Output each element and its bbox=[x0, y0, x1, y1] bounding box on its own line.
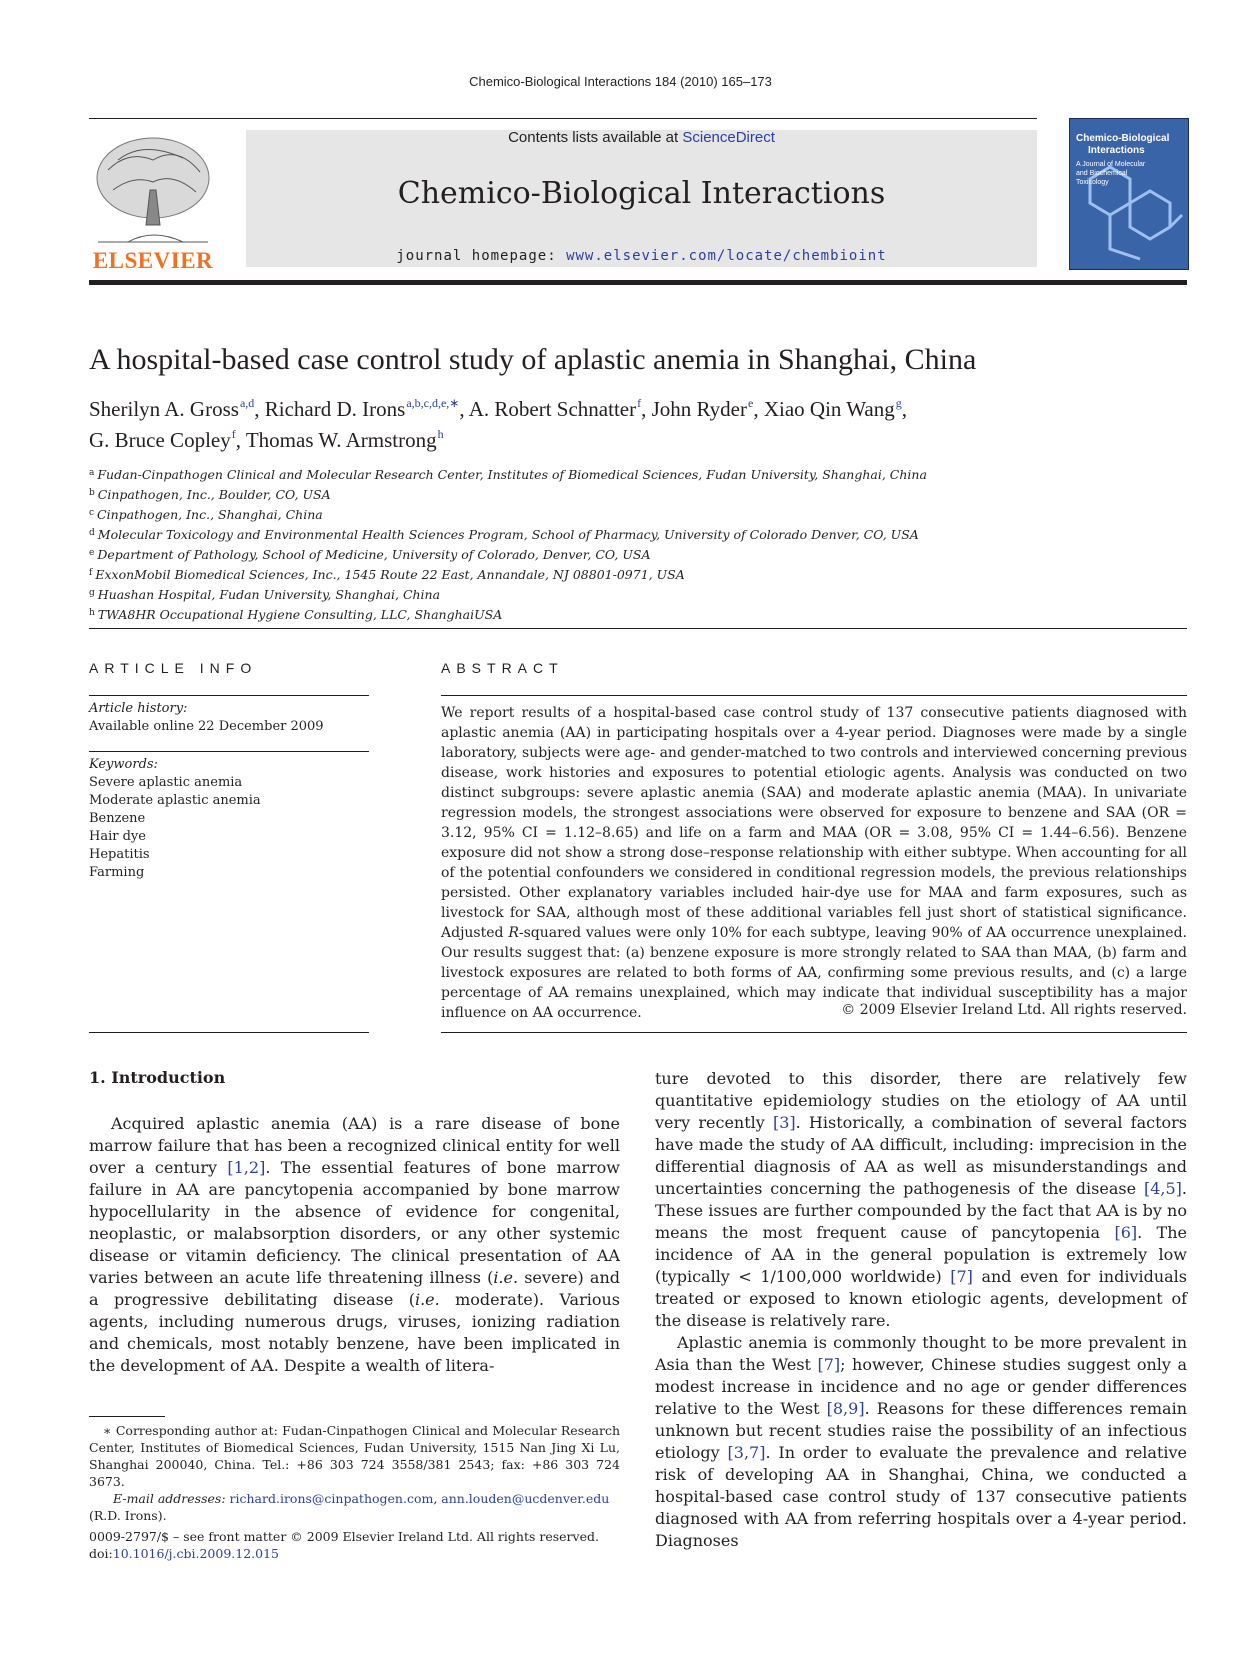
author: Sherilyn A. Gross$^{a,d}$, bbox=[89, 396, 265, 421]
journal-name: Chemico-Biological Interactions bbox=[397, 176, 886, 211]
keyword: Severe aplastic anemia bbox=[89, 775, 243, 790]
affiliation: $^f$ ExxonMobil Biomedical Sciences, Inc., 1545 Route 22 East, Annandale, NJ 08801-0971, USA bbox=[89, 567, 685, 582]
abstract-text: We report results of a hospital-based case control study of 137 consecutive patients diagnosed with aplastic anemia (AA) in participating hospitals over a 4-year period. Diagnoses were made by a single laboratory, subjects were age- and gender-matched to two controls and interviewed concerning previous disease, work histories and exposures to potential etiologic agents. Analysis was conducted on two distinct subgroups: severe aplastic anemia (SAA) and moderate aplastic anemia (MAA). In univariate regression models, the strongest associations were observed for exposure to benzene and SAA (OR = 3.12, 95% CI = 1.12–8.65) and life on a farm and MAA (OR = 3.08, 95% CI = 1.44–6.56). Benzene exposure did not show a strong dose–response relationship with either subtype. When accounting for all of the potential confounders we considered in conditional regression models, the previous relationships persisted. Other explanatory variables included hair-dye use for MAA and farm exposures, such as livestock for SAA, although most of these additional variables fell just short of statistical significance. Adjusted R-squared values were only 10% for each subtype, leaving 90% of AA occurrence unexplained. Our results suggest that: (a) benzene exposure is more strongly related to SAA than MAA, (b) farm and livestock exposures are related to both forms of AA, confirming some previous results, and (c) a large percentage of AA remains unexplained, which may indicate that individual susceptibility has a major influence on AA occurrence. bbox=[441, 705, 1187, 1021]
author: Thomas W. Armstrong$^h$ bbox=[245, 427, 444, 452]
abstract-copyright: © 2009 Elsevier Ireland Ltd. All rights reserved. bbox=[841, 1002, 1187, 1018]
article-history: Article history: Available online 22 December 2009 bbox=[89, 701, 324, 734]
email-link[interactable]: richard.irons@cinpathogen.com bbox=[229, 1491, 434, 1506]
contents-line: Contents lists available at ScienceDirect bbox=[508, 129, 775, 146]
author: G. Bruce Copley$^f$, bbox=[89, 427, 246, 452]
footnote-rule bbox=[89, 1416, 165, 1417]
article-info-bottom-rule bbox=[89, 1032, 369, 1033]
keywords: Keywords: Severe aplastic anemia Moderate aplastic anemia Benzene Hair dye Hepatitis Farming bbox=[89, 756, 369, 882]
intro-paragraph-continued: ture devoted to this disorder, there are relatively few quantitative epidemiology studies on the etiology of AA until very recently [3]. Historically, a combination of several factors have made the study of AA difficult, including: imprecision in the differential diagnosis of AA as well as misunderstandings and uncertainties concerning the pathogenesis of the disease [4,5]. These issues are further compounded by the fact that AA is by no means the most frequent cause of pancytopenia [6]. The incidence of AA in the general population is extremely low (typically < 1/100,000 worldwide) [7] and even for individuals treated or exposed to known etiologic agents, development of the disease is relatively rare. bbox=[655, 1069, 1188, 1330]
keyword: Moderate aplastic anemia bbox=[89, 793, 261, 808]
citation-link[interactable]: [4,5] bbox=[1143, 1179, 1182, 1198]
affiliation: $^c$ Cinpathogen, Inc., Shanghai, China bbox=[89, 507, 323, 522]
author: Xiao Qin Wang$^g$, bbox=[763, 396, 907, 421]
author: John Ryder$^e$, bbox=[651, 396, 764, 421]
affiliation: $^d$ Molecular Toxicology and Environmental Health Sciences Program, School of Pharmacy, University of Colorado Denver, CO, USA bbox=[89, 527, 919, 542]
affiliation-list bbox=[89, 466, 1089, 626]
citation-link[interactable]: [1,2] bbox=[227, 1158, 266, 1177]
citation-link[interactable]: [3] bbox=[772, 1113, 796, 1132]
elsevier-wordmark: ELSEVIER bbox=[92, 248, 214, 273]
citation-link[interactable]: [8,9] bbox=[826, 1399, 865, 1418]
affiliation-rule bbox=[89, 628, 1187, 629]
intro-paragraph: Acquired aplastic anemia (AA) is a rare disease of bone marrow failure that has been a recognized clinical entity for well over a century [1,2]. The essential features of bone marrow failure in AA are pancytopenia accompanied by bone marrow hypocellularity in the absence of evidence for congenital, neoplastic, or malabsorption disorders, or any other systemic disease or vitamin deficiency. The clinical presentation of AA varies between an acute life threatening illness (i.e. severe) and a progressive debilitating disease (i.e. moderate). Various agents, including numerous drugs, viruses, ionizing radiation and chemicals, most notably benzene, have been implicated in the development of AA. Despite a wealth of litera- bbox=[89, 1114, 620, 1375]
author: Richard D. Irons$^{a,b,c,d,e,∗}$, bbox=[264, 396, 469, 421]
abstract-heading: ABSTRACT bbox=[441, 660, 564, 676]
email-link[interactable]: ann.louden@ucdenver.edu bbox=[441, 1491, 610, 1506]
intro-left-column bbox=[89, 1113, 620, 1377]
section-heading-introduction: 1. Introduction bbox=[89, 1068, 226, 1087]
citation-link[interactable]: [3,7] bbox=[727, 1443, 766, 1462]
doi-link[interactable]: 10.1016/j.cbi.2009.12.015 bbox=[112, 1546, 279, 1561]
article-info-rule bbox=[89, 695, 369, 696]
affiliation: $^e$ Department of Pathology, School of Medicine, University of Colorado, Denver, CO, USA bbox=[89, 547, 651, 562]
affiliation: $^h$ TWA8HR Occupational Hygiene Consulting, LLC, ShanghaiUSA bbox=[89, 607, 503, 622]
abstract-bottom-rule bbox=[441, 1032, 1187, 1033]
author: A. Robert Schnatter$^f$, bbox=[468, 396, 652, 421]
front-matter-info: 0009-2797/$ – see front matter © 2009 Elsevier Ireland Ltd. All rights reserved. doi:10.1016/j.cbi.2009.12.015 bbox=[89, 1529, 599, 1561]
journal-homepage-link[interactable]: www.elsevier.com/locate/chembioint bbox=[566, 248, 887, 264]
journal-citation: Chemico-Biological Interactions 184 (2010) 165–173 bbox=[469, 74, 772, 89]
elsevier-tree-icon bbox=[88, 130, 218, 248]
elsevier-logo bbox=[88, 130, 218, 273]
citation-link[interactable]: [6] bbox=[1114, 1223, 1138, 1242]
affiliation: $^g$ Huashan Hospital, Fudan University, Shanghai, China bbox=[89, 587, 441, 602]
keywords-rule bbox=[89, 751, 369, 752]
cover-title: Chemico-Biological Interactions A Journal of Molecular and Biochemical Toxicology bbox=[1076, 133, 1170, 186]
corresponding-author-footnote: ∗ Corresponding author at: Fudan-Cinpathogen Clinical and Molecular Research Center, Institutes of Biomedical Sciences, Fudan University, 1515 Nan Jing Xi Lu, Shanghai 200040, China. Tel.: +86 303 724 3558/381 2543; fax: +86 303 724 3673. E-mail addresses: richard.irons@cinpathogen.com, ann.louden@ucdenver.edu (R.D. Irons). bbox=[89, 1423, 620, 1523]
header-thick-rule bbox=[89, 280, 1187, 285]
journal-homepage: journal homepage: www.elsevier.com/locate/chembioint bbox=[396, 248, 887, 264]
abstract-rule bbox=[441, 695, 1187, 696]
citation-link[interactable]: [7] bbox=[950, 1267, 973, 1286]
citation-link[interactable]: [7] bbox=[817, 1355, 841, 1374]
header-top-rule bbox=[89, 118, 1037, 119]
sciencedirect-link[interactable]: ScienceDirect bbox=[682, 129, 775, 146]
affiliation: $^b$ Cinpathogen, Inc., Boulder, CO, USA bbox=[89, 487, 331, 502]
article-title: A hospital-based case control study of aplastic anemia in Shanghai, China bbox=[89, 343, 977, 376]
affiliation: $^a$ Fudan-Cinpathogen Clinical and Molecular Research Center, Institutes of Biomedical Sciences, Fudan University, Shanghai, China bbox=[89, 467, 927, 482]
keyword: Benzene bbox=[89, 811, 146, 826]
intro-right-column bbox=[655, 1068, 1187, 1552]
keyword: Hair dye bbox=[89, 829, 146, 844]
journal-cover bbox=[1069, 118, 1189, 270]
intro-paragraph: Aplastic anemia is commonly thought to be more prevalent in Asia than the West [7]; however, Chinese studies suggest only a modest increase in incidence and no age or gender differences relative to the West [8,9]. Reasons for these differences remain unknown but recent studies raise the possibility of an infectious etiology [3,7]. In order to evaluate the prevalence and relative risk of developing AA in Shanghai, China, we conducted a hospital-based case control study of 137 consecutive patients diagnosed with AA from referring hospitals over a 4-year period. Diagnoses bbox=[655, 1333, 1188, 1550]
article-info-heading: ARTICLE INFO bbox=[89, 660, 258, 676]
keyword: Hepatitis bbox=[89, 847, 150, 862]
keyword: Farming bbox=[89, 865, 145, 880]
author-list bbox=[89, 395, 1189, 457]
